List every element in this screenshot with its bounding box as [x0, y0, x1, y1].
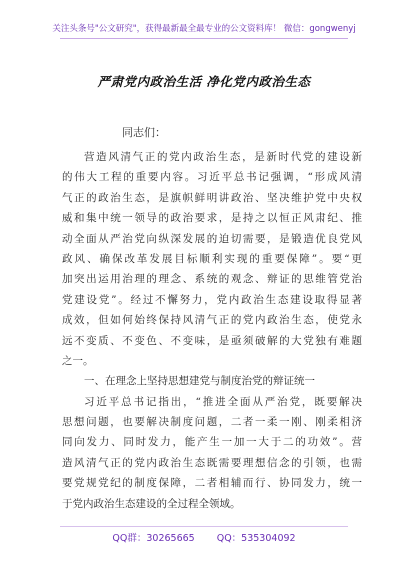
- footer-divider: [60, 526, 348, 527]
- paragraph-2-line: 习近平总书记指出，“推进全面从严治党，既要解决: [84, 395, 362, 408]
- paragraph-1-line: 的伟大工程的重要内容。习近平总书记强调，“形成风清: [62, 171, 362, 184]
- salutation: 同志们：: [122, 126, 166, 139]
- paragraph-2-line: 造风清气正的党内政治生态既需要理想信念的引领，也需: [62, 456, 362, 469]
- paragraph-1-line: 成效，但如何始终保持风清气正的党内政治生态，使党永: [62, 314, 362, 327]
- paragraph-2-line: 同向发力、同时发力，能产生一加一大于二的功效”。营: [62, 436, 362, 449]
- paragraph-2-line: 于党内政治生态建设的全过程全领域。: [62, 497, 241, 510]
- paragraph-1-line: 动全面从严治党向纵深发展的迫切需要，是锻造优良党风: [62, 232, 362, 245]
- section-1-heading: 一、在理念上坚持思想建党与制度治党的辩证统一: [84, 375, 315, 388]
- document-title: 严肃党内政治生活 净化党内政治生态: [97, 74, 311, 89]
- paragraph-1-line: 营造风清气正的党内政治生态，是新时代党的建设新: [84, 151, 362, 163]
- paragraph-2-line: 思想问题，也要解决制度问题，二者一柔一刚、刚柔相济: [62, 416, 362, 429]
- paragraph-2-line: 要党规党纪的制度保障，二者相辅而行、协同发力，统一: [62, 477, 362, 490]
- paragraph-1-line: 党建设党”。经过不懈努力，党内政治生态建设取得显著: [62, 293, 362, 306]
- paragraph-1-line: 气正的政治生态，是旗帜鲜明讲政治、坚决维护党中央权: [62, 191, 362, 204]
- page-footer: [0, 530, 408, 544]
- paragraph-1-line: 加突出运用治理的理念、系统的观念、辩证的思维管党治: [62, 273, 362, 286]
- paragraph-1-line: 威和集中统一领导的政治要求，是持之以恒正风肃纪、推: [62, 212, 362, 225]
- page-header-banner: 关注头条号"公文研究"，获得最新最全最专业的公文资料库！ 微信：gongwenyj: [52, 24, 356, 34]
- footer-qq-number: QQ：535304092: [216, 533, 296, 544]
- paragraph-1-line: 之一。: [62, 354, 94, 367]
- footer-qq-group: QQ群：30265665: [112, 533, 195, 544]
- header-divider: [60, 38, 348, 39]
- paragraph-1-line: 政风、确保改革发展目标顺利实现的重要保障”。要“更: [62, 252, 362, 265]
- document-body: [62, 147, 362, 514]
- paragraph-1-line: 远不变质、不变色、不变味，是亟须破解的大党独有难题: [62, 334, 362, 347]
